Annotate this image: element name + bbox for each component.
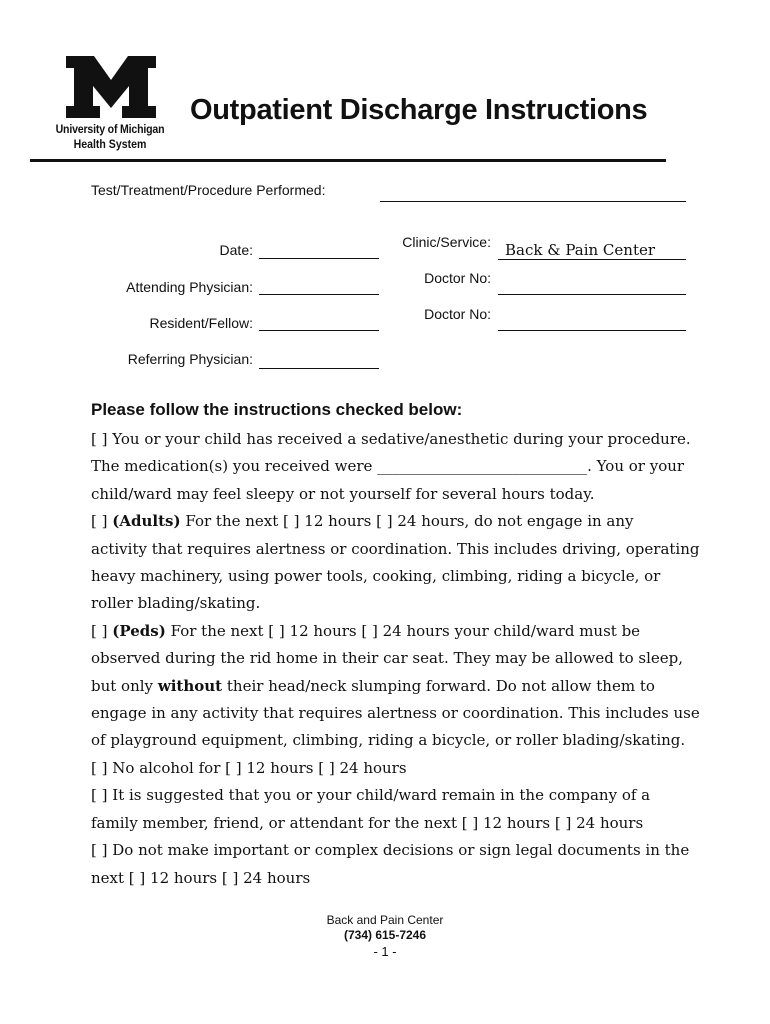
peds-instruction-line: but only without their head/neck slumping forward. Do not allow them to: [91, 676, 655, 695]
clinic-service-field[interactable]: [498, 259, 686, 260]
date-label: Date:: [219, 242, 253, 258]
sedative-instruction-line: child/ward may feel sleepy or not yourself for several hours today.: [91, 484, 595, 503]
company-instruction-line: [ ] It is suggested that you or your child/ward remain in the company of a: [91, 786, 651, 805]
adults-instruction-line: heavy machinery, using power tools, cooking, climbing, riding a bicycle, or: [91, 567, 661, 586]
date-field[interactable]: [259, 258, 379, 259]
doctor-no-label-1: Doctor No:: [424, 270, 491, 286]
doctor-no-field-1[interactable]: [498, 294, 686, 295]
instructions-heading: Please follow the instructions checked below:: [91, 400, 463, 419]
test-treatment-field[interactable]: [380, 201, 686, 202]
page-number: - 1 -: [373, 944, 397, 959]
test-treatment-label: Test/Treatment/Procedure Performed:: [91, 182, 326, 198]
resident-fellow-field[interactable]: [259, 330, 379, 331]
decisions-instruction-line: next [ ] 12 hours [ ] 24 hours: [91, 868, 311, 887]
adults-tag: (Adults): [112, 512, 181, 531]
sedative-instruction-line: The medication(s) you received were ____________________________. You or your: [91, 457, 685, 476]
university-logo-block-m-icon: [66, 56, 156, 118]
logo-org-subname: Health System: [73, 137, 147, 151]
clinic-service-label: Clinic/Service:: [402, 234, 491, 250]
clinic-service-value: Back & Pain Center: [505, 241, 656, 259]
adults-instruction-line: activity that requires alertness or coordination. This includes driving, operating: [91, 539, 700, 558]
title-divider: [30, 159, 666, 162]
checkbox[interactable]: [ ]: [91, 621, 108, 640]
referring-physician-field[interactable]: [259, 368, 379, 369]
attending-physician-field[interactable]: [259, 294, 379, 295]
adults-instruction-line: [ ] (Adults) For the next [ ] 12 hours [ ] 24 hours, do not engage in any: [91, 512, 634, 531]
peds-tag: (Peds): [112, 621, 166, 640]
decisions-instruction-line: [ ] Do not make important or complex decisions or sign legal documents in the: [91, 841, 690, 860]
checkbox[interactable]: [ ]: [91, 786, 108, 805]
checkbox[interactable]: [ ]: [91, 841, 108, 860]
resident-fellow-label: Resident/Fellow:: [149, 315, 253, 331]
adults-instruction-line: roller blading/skating.: [91, 594, 261, 613]
instructions-body: [91, 426, 700, 892]
logo-org-name: University of Michigan: [55, 122, 165, 136]
footer-phone: (734) 615-7246: [343, 928, 427, 942]
sedative-instruction-line: [ ] You or your child has received a sedative/anesthetic during your procedure.: [91, 430, 691, 448]
peds-instruction-line: of playground equipment, climbing, riding a bicycle, or roller blading/skating.: [91, 731, 686, 750]
footer-center-name: Back and Pain Center: [326, 913, 444, 927]
company-instruction-line: family member, friend, or attendant for the next [ ] 12 hours [ ] 24 hours: [91, 813, 644, 832]
attending-physician-label: Attending Physician:: [126, 279, 253, 295]
checkbox[interactable]: [ ]: [91, 430, 108, 448]
alcohol-instruction-line: [ ] No alcohol for [ ] 12 hours [ ] 24 hours: [91, 758, 407, 777]
peds-instruction-line: engage in any activity that requires alertness or coordination. This includes use: [91, 704, 700, 723]
checkbox[interactable]: [ ]: [91, 758, 108, 777]
peds-instruction-line: [ ] (Peds) For the next [ ] 12 hours [ ] 24 hours your child/ward must be: [91, 621, 641, 640]
referring-physician-label: Referring Physician:: [127, 351, 253, 367]
doctor-no-label-2: Doctor No:: [424, 306, 491, 322]
page-title: Outpatient Discharge Instructions: [190, 94, 648, 126]
doctor-no-field-2[interactable]: [498, 330, 686, 331]
peds-instruction-line: observed during the rid home in their car seat. They may be allowed to sleep,: [91, 649, 684, 668]
checkbox[interactable]: [ ]: [91, 512, 108, 531]
